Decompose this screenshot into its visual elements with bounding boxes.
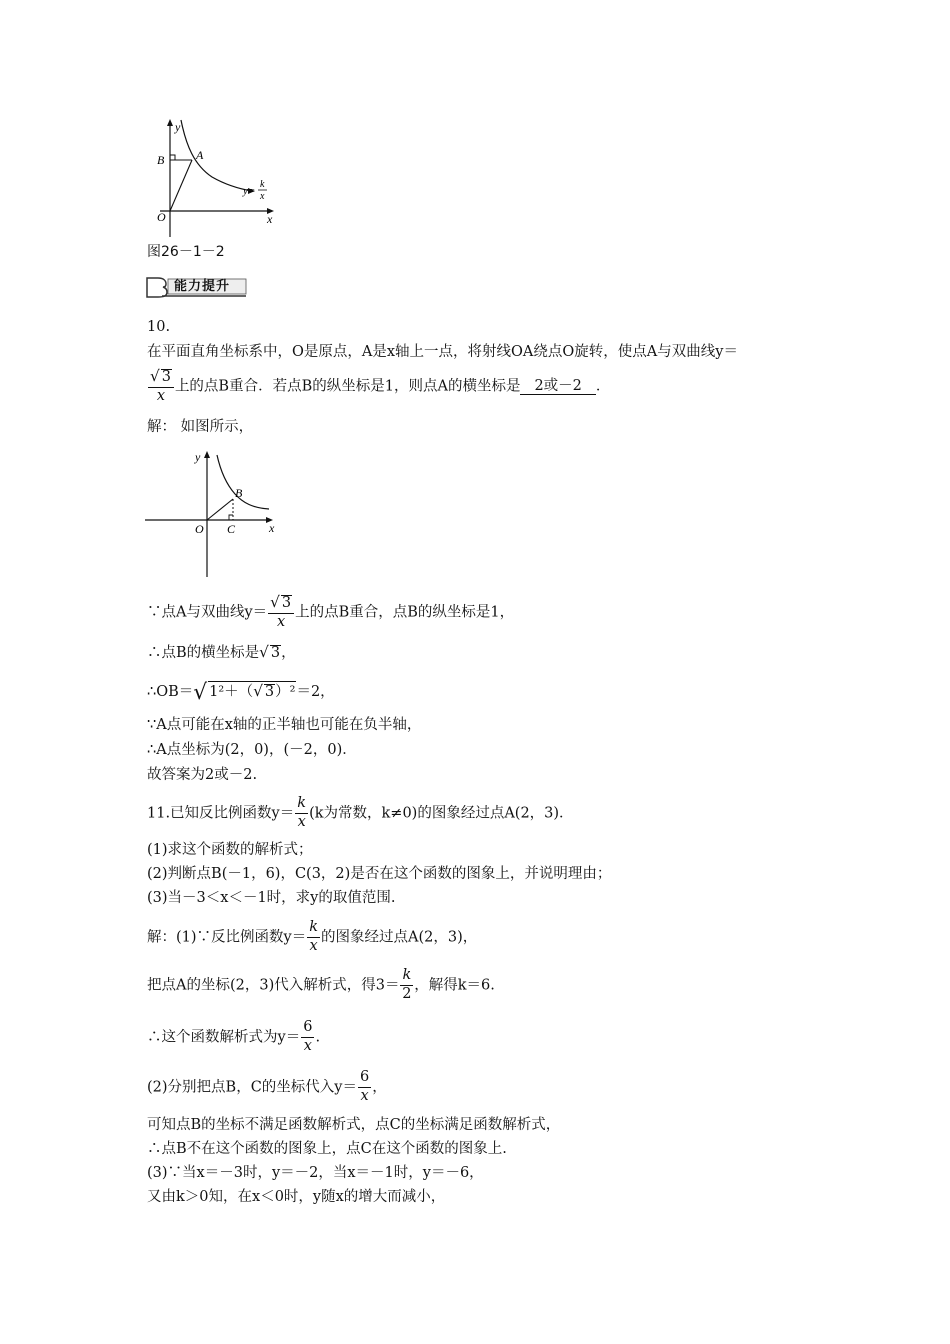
fig1-curve-k: k — [260, 179, 265, 190]
banner-title: 能力提升 — [174, 279, 231, 294]
q10-solution-line2: ∴点B的横坐标是√ 3， — [147, 643, 296, 661]
q11-stem: 11.已知反比例函数y＝ $\frac{k}{x}$ (k为常数，k≠0)的图象经过点A(2，3)． — [147, 795, 574, 830]
q10-line2 — [147, 368, 610, 405]
q10-fraction: $\frac{√ 3}{x}$ — [148, 368, 174, 405]
segment-oa — [170, 160, 192, 211]
fig2-label-b: B — [235, 486, 243, 500]
figure-26-1-2 — [140, 115, 290, 240]
q10-solution-line6: 故答案为2或－2. — [147, 767, 258, 783]
y-axis-arrow — [167, 119, 173, 126]
q11-solution-line5: 可知点B的坐标不满足函数解析式，点C的坐标满足函数解析式， — [147, 1117, 561, 1133]
q10-line1: 在平面直角坐标系中，O是原点，A是x轴上一点，将射线OA绕点O旋转，使点A与双曲线y＝ — [147, 344, 738, 360]
q11-part3: (3)当－3＜x＜－1时，求y的取值范围. — [147, 890, 396, 906]
q11-solution-line7: (3)∵当x＝－3时，y＝－2，当x＝－1时，y＝－6， — [147, 1165, 484, 1181]
right-angle-mark — [170, 155, 175, 160]
q11-solution-line3: ∴这个函数解析式为y＝ $\frac{6}{x}$ . — [147, 1019, 321, 1054]
fig1-curve-label: y= — [243, 185, 256, 197]
q10-solution-line5: ∴A点坐标为(2，0)，(－2，0)． — [147, 742, 357, 758]
figure-caption: 图26－1－2 — [147, 244, 225, 260]
q10-s1-fraction: $\frac{√ 3}{x}$ — [268, 594, 294, 631]
q11-solution-line4: (2)分别把点B，C的坐标代入y＝ $\frac{6}{x}$ ， — [147, 1069, 387, 1104]
fig2-label-o: O — [195, 522, 204, 536]
q10-figure — [143, 445, 283, 580]
q11-solution-line1: 解：(1)∵反比例函数y＝ $\frac{k}{x}$ 的图象经过点A(2，3)， — [147, 919, 478, 954]
fig1-label-y: y — [175, 120, 181, 134]
q10-frac-num: 3 — [161, 369, 171, 385]
q10-line2-end: ． — [595, 378, 611, 395]
fig2-label-y: y — [195, 450, 201, 464]
q11-solution-line8: 又由k＞0知，在x＜0时，y随x的增大而减小， — [147, 1189, 446, 1205]
q10-frac-den: x — [156, 387, 166, 404]
right-angle-mark — [229, 515, 233, 520]
q10-number: 10. — [147, 319, 171, 335]
q11-part1: (1)求这个函数的解析式； — [147, 842, 313, 858]
fig1-label-b: B — [157, 153, 165, 167]
section-banner — [144, 275, 248, 299]
fig1-label-a: A — [196, 148, 204, 162]
fig1-label-o: O — [157, 210, 166, 224]
q11-part2: (2)判断点B(－1，6)，C(3，2)是否在这个函数的图象上，并说明理由； — [147, 866, 612, 882]
y-axis-arrow — [204, 451, 210, 458]
fig2-label-c: C — [227, 522, 236, 536]
hyperbola-curve — [181, 120, 252, 191]
fig1-curve-x: x — [260, 191, 265, 202]
fig1-label-x: x — [267, 212, 273, 226]
q10-solution-line4: ∵A点可能在x轴的正半轴也可能在负半轴， — [147, 717, 422, 733]
q10-solution-line3: ∴OB＝√ 1²＋（√ 3）²＝2， — [147, 680, 335, 705]
fig2-label-x: x — [269, 521, 275, 535]
q11-solution-line2: 把点A的坐标(2，3)代入解析式，得3＝ $\frac{k}{2}$ ，解得k＝6. — [147, 967, 495, 1002]
q10-answer: 2或－2 — [520, 379, 595, 395]
q10-line2-text: 上的点B重合．若点B的纵坐标是1，则点A的横坐标是 — [174, 378, 521, 395]
hyperbola-curve — [217, 455, 269, 509]
q10-solution-intro: 解： 如图所示， — [147, 419, 254, 435]
q11-solution-line6: ∴点B不在这个函数的图象上，点C在这个函数的图象上. — [147, 1141, 507, 1157]
q10-solution-line1: ∵点A与双曲线y＝ $\frac{√ 3}{x}$ 上的点B重合，点B的纵坐标是1， — [147, 593, 515, 630]
